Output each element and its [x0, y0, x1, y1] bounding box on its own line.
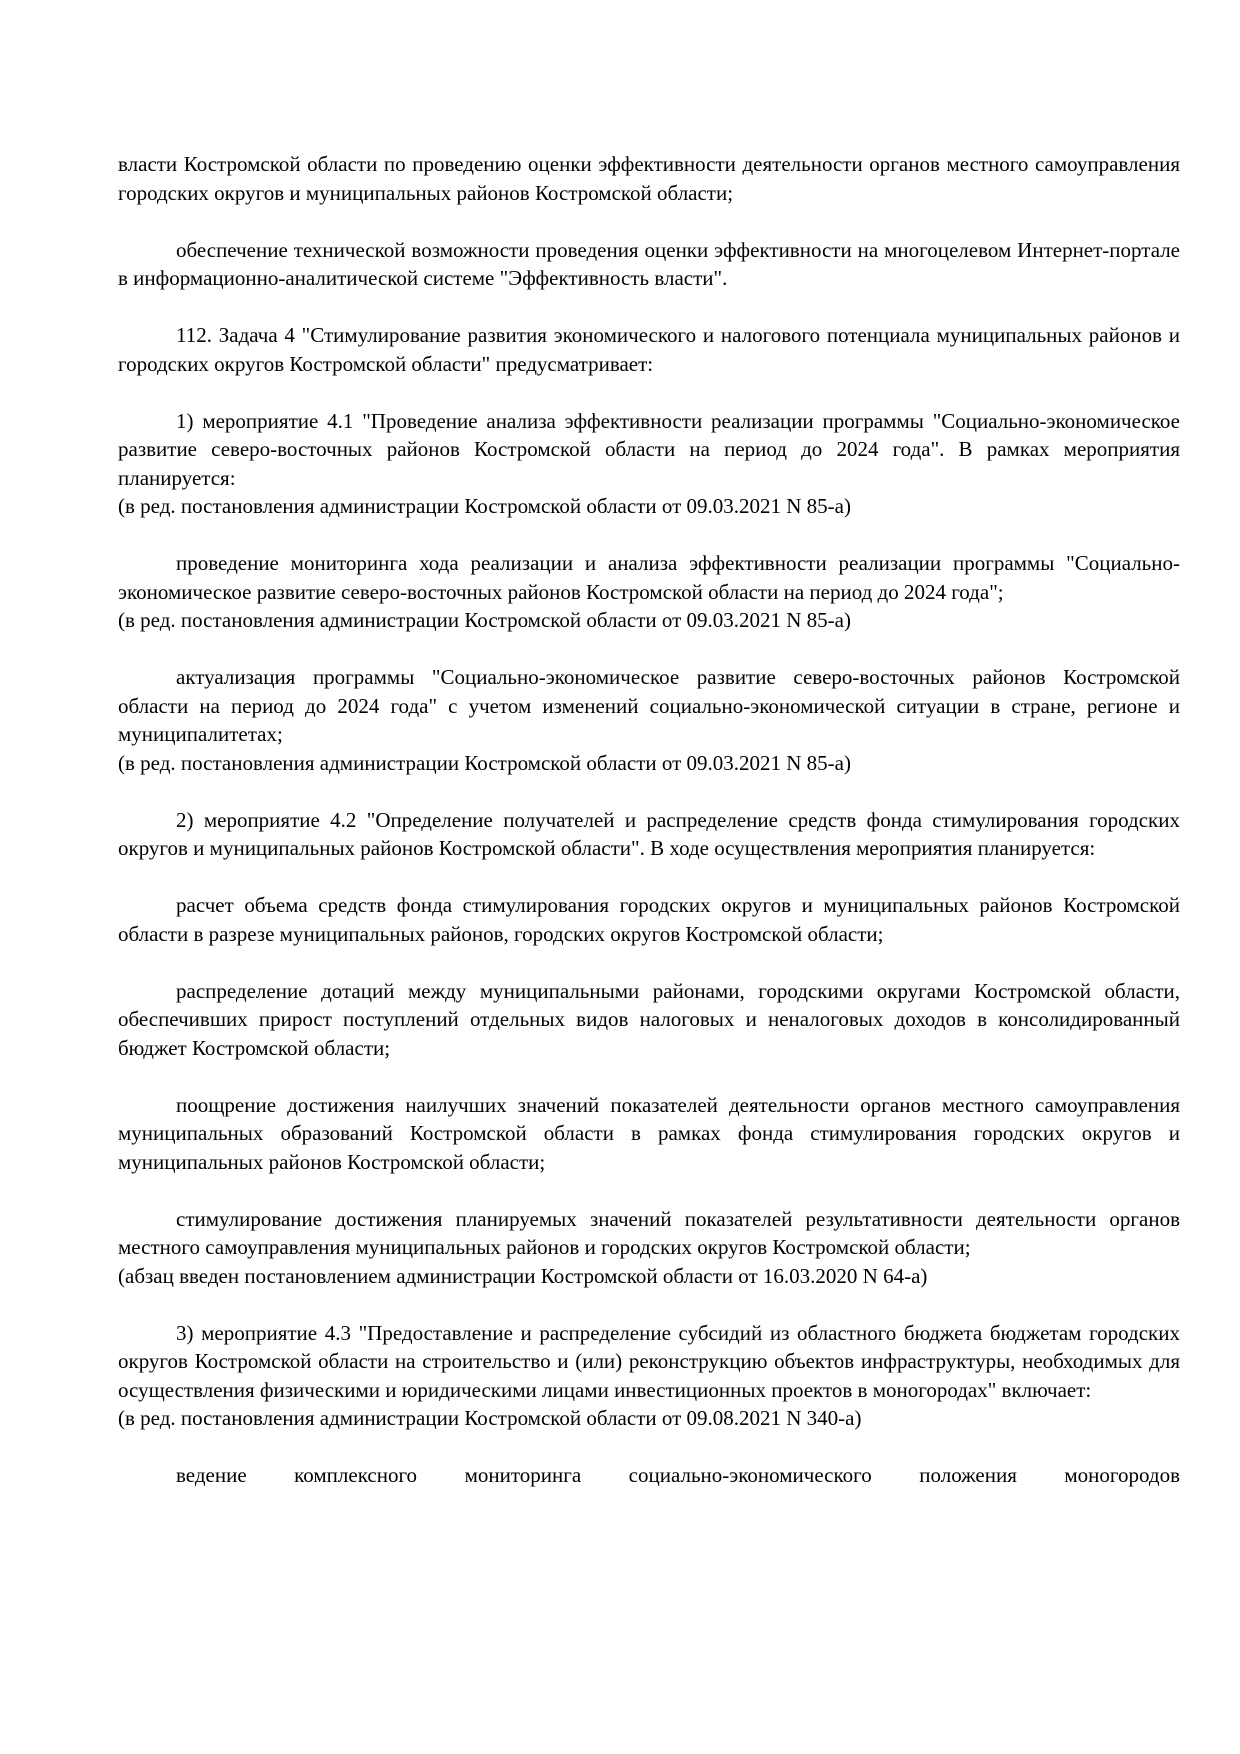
paragraph: распределение дотаций между муниципальными районами, городскими округами Костромской области, обеспечивших прирост поступлений отдельных видов налоговых и неналоговых доходов в консолидированный бюджет Костромской области;: [118, 978, 1180, 1060]
amendment-note: (в ред. постановления администрации Костромской области от 09.08.2021 N 340-а): [118, 1406, 862, 1430]
amendment-note: (в ред. постановления администрации Костромской области от 09.03.2021 N 85-а): [118, 608, 851, 632]
paragraph: 112. Задача 4 "Стимулирование развития экономического и налогового потенциала муниципальных районов и городских округов Костромской области" предусматривает:: [118, 323, 1180, 376]
amendment-note: (абзац введен постановлением администрации Костромской области от 16.03.2020 N 64-а): [118, 1263, 928, 1288]
paragraph: ведение комплексного мониторинга социально-экономического положения моногородов: [176, 1463, 1180, 1487]
paragraph: власти Костромской области по проведению оценки эффективности деятельности органов местного самоуправления городских округов и муниципальных районов Костромской области;: [118, 152, 1180, 205]
paragraph: 2) мероприятие 4.2 "Определение получателей и распределение средств фонда стимулирования городских округов и муниципальных районов Костромской области". В ходе осуществления мероприятия планируется:: [118, 807, 1180, 860]
paragraph: поощрение достижения наилучших значений показателей деятельности органов местного самоуправления муниципальных образований Костромской области в рамках фонда стимулирования городских округов и муниципальных районов Костромской области;: [118, 1092, 1180, 1174]
paragraph: 1) мероприятие 4.1 "Проведение анализа эффективности реализации программы "Социально-экономическое развитие северо-восточных районов Костромской области на период до 2024 года". В рамках мероприятия планируется:: [118, 408, 1180, 490]
paragraph: стимулирование достижения планируемых значений показателей результативности деятельности органов местного самоуправления муниципальных районов и городских округов Костромской области;: [118, 1206, 1180, 1259]
amendment-note: (в ред. постановления администрации Костромской области от 09.03.2021 N 85-а): [118, 750, 851, 775]
paragraph: проведение мониторинга хода реализации и анализа эффективности реализации программы "Социально-экономическое развитие северо-восточных районов Костромской области на период до 2024 года";: [118, 551, 1180, 604]
amendment-note: (в ред. постановления администрации Костромской области от 09.03.2021 N 85-а): [118, 494, 851, 518]
paragraph: 3) мероприятие 4.3 "Предоставление и распределение субсидий из областного бюджета бюджетам городских округов Костромской области на строительство и (или) реконструкцию объектов инфраструктуры, необходимых для осуществления физическими и юридическими лицами инвестиционных проектов в моногородах" включает:: [118, 1320, 1180, 1402]
paragraph: актуализация программы "Социально-экономическое развитие северо-восточных районов Костромской области на период до 2024 года" с учетом изменений социально-экономической ситуации в стране, регионе и муниципалитетах;: [118, 665, 1180, 746]
paragraph: расчет объема средств фонда стимулирования городских округов и муниципальных районов Костромской области в разрезе муниципальных районов, городских округов Костромской области;: [118, 893, 1180, 946]
paragraph: обеспечение технической возможности проведения оценки эффективности на многоцелевом Интернет-портале в информационно-аналитической системе "Эффективность власти".: [118, 237, 1180, 290]
